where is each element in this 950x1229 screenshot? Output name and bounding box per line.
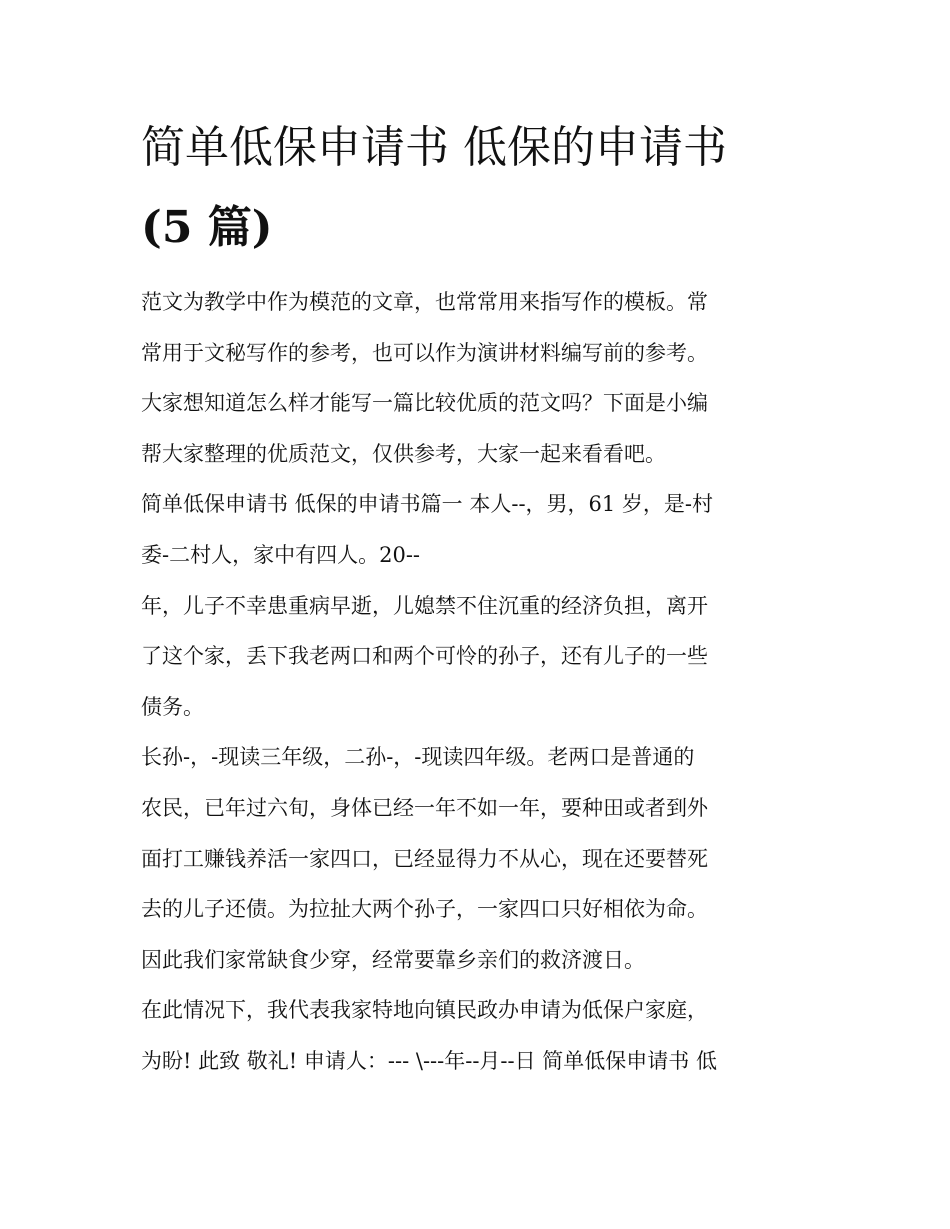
body-line: 大家想知道怎么样才能写一篇比较优质的范文吗？下面是小编	[141, 391, 708, 416]
document-title	[141, 112, 821, 264]
body-line: 年，儿子不幸患重病早逝，儿媳禁不住沉重的经济负担，离开	[141, 593, 708, 618]
body-line: 范文为教学中作为模范的文章，也常常用来指写作的模板。常	[141, 290, 708, 314]
body-line: 在此情况下，我代表我家特地向镇民政办申请为低保户家庭，	[141, 998, 708, 1023]
title-line-1: 简单低保申请书 低保的申请书	[141, 122, 727, 173]
body-line: 农民，已年过六旬，身体已经一年不如一年，要种田或者到外	[141, 795, 708, 820]
body-line: 债务。	[141, 694, 204, 719]
body-line: 了这个家，丢下我老两口和两个可怜的孙子，还有儿子的一些	[141, 644, 708, 669]
body-line: 长孙-，-现读三年级，二孙-，-现读四年级。老两口是普通的	[141, 745, 695, 770]
body-line: 帮大家整理的优质范文，仅供参考，大家一起来看看吧。	[141, 441, 666, 466]
body-line: 委-二村人，家中有四人。20--	[141, 542, 421, 567]
body-line: 去的儿子还债。为拉扯大两个孙子，一家四口只好相依为命。	[141, 897, 708, 922]
body-line: 因此我们家常缺食少穿，经常要靠乡亲们的救济渡日。	[141, 947, 645, 972]
document-body	[141, 277, 821, 1087]
body-line: 为盼! 此致 敬礼! 申请人：--- \---年--月--日 简单低保申请书 低	[141, 1048, 717, 1073]
body-line: 常用于文秘写作的参考，也可以作为演讲材料编写前的参考。	[141, 340, 708, 365]
body-line: 简单低保申请书 低保的申请书篇一 本人--，男，61 岁，是-村	[141, 492, 714, 517]
title-line-2: (5 篇)	[141, 202, 273, 253]
body-line: 面打工赚钱养活一家四口，已经显得力不从心，现在还要替死	[141, 846, 708, 871]
